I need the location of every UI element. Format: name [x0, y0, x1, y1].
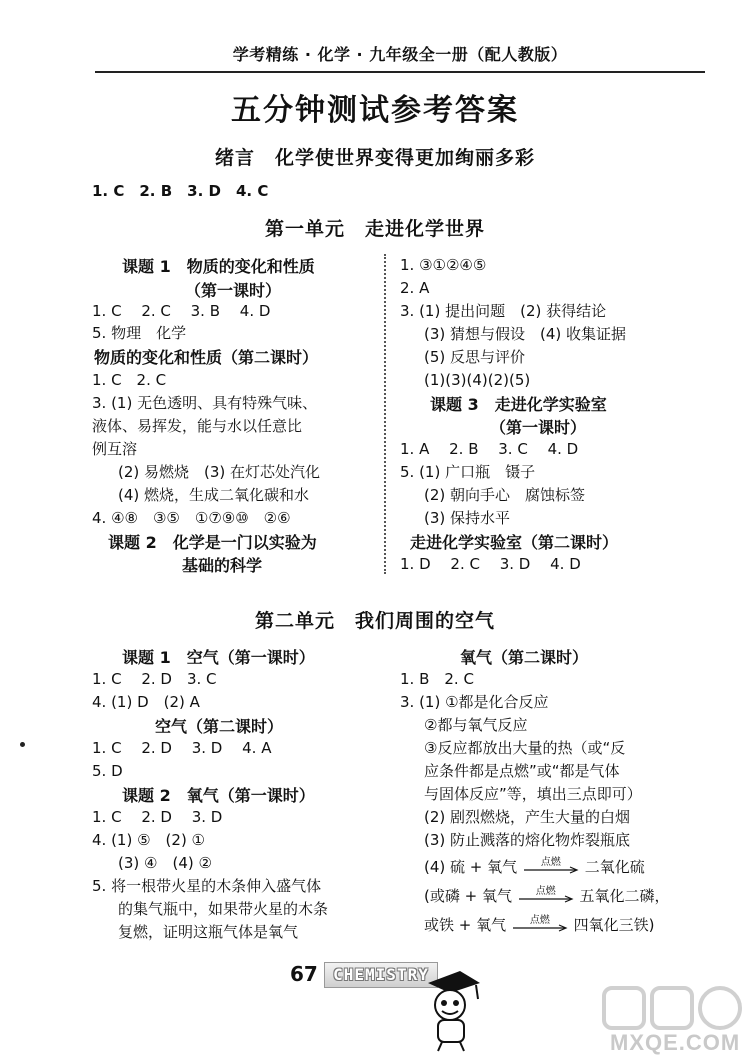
u2-answer-line: 4. (1) ⑤ (2) ①	[92, 831, 206, 849]
u1-lesson3b-title: 走进化学实验室（第二课时）	[410, 533, 619, 552]
watermark-text: MXQE.COM	[610, 1030, 741, 1055]
u1-answer-line: 1. A 2. B 3. C 4. D	[400, 440, 579, 458]
u1-lesson2-title2: 基础的科学	[182, 556, 263, 575]
u1-answer-line: 例互溶	[92, 440, 138, 458]
u2-answer-line: 复燃，证明这瓶气体是氧气	[118, 923, 299, 941]
u1-answer-line: 1. D 2. C 3. D 4. D	[400, 555, 581, 573]
u2-answer-line: 5. 将一根带火星的木条伸入盛气体	[92, 877, 322, 895]
unit2-heading: 第二单元 我们周围的空气	[254, 610, 495, 632]
equation-iron: 或铁 + 氧气 点燃 四氧化三铁)	[424, 914, 655, 936]
u1-answer-line: (4) 燃烧，生成二氧化碳和水	[118, 486, 310, 504]
u1-answer-line: (3) 猜想与假设 (4) 收集证据	[424, 325, 627, 343]
u1-lesson3-sub: （第一课时）	[490, 418, 587, 437]
right-arrow-icon	[522, 866, 580, 874]
page-header: 学考精练 · 化学 · 九年级全一册（配人教版）	[95, 42, 705, 73]
u1-lesson1b-title: 物质的变化和性质（第二课时）	[94, 348, 319, 367]
u1-answer-line: 液体、易挥发，能与水以任意比	[92, 417, 303, 435]
u2-right-lesson-title: 氧气（第二课时）	[460, 648, 589, 667]
u2-answer-line: 1. C 2. D 3. D	[92, 808, 223, 826]
reaction-condition: 点燃	[529, 914, 550, 926]
stray-mark	[20, 742, 25, 747]
u1-answer-line: 3. (1) 无色透明、具有特殊气味、	[92, 394, 318, 412]
intro-heading: 绪言 化学使世界变得更加绚丽多彩	[214, 147, 535, 169]
u1-answer-line: 5. 物理 化学	[92, 324, 187, 342]
u1-answer-line: (1)(3)(4)(2)(5)	[424, 371, 531, 389]
u2-answer-line: 3. (1) ①都是化合反应	[400, 693, 549, 711]
u1-answer-line: 1. C 2. C	[92, 371, 167, 389]
equation-sulfur: (4) 硫 + 氧气 点燃 二氧化硫	[424, 856, 645, 878]
u1-answer-line: 4. ④⑧ ③⑤ ①⑦⑨⑩ ②⑥	[92, 509, 291, 527]
u1-answer-line: 1. C 2. C 3. B 4. D	[92, 302, 271, 320]
u1-answer-line: 1. ③①②④⑤	[400, 256, 487, 274]
u2-answer-line: (3) 防止溅落的熔化物炸裂瓶底	[424, 831, 631, 849]
u2-answer-line: 1. C 2. D 3. C	[92, 670, 217, 688]
u2-answer-line: 与固体反应”等，填出三点即可）	[424, 785, 642, 803]
u2-answer-line: ③反应都放出大量的热（或“反	[424, 739, 626, 757]
mascot-icon	[420, 965, 484, 1053]
page-title: 五分钟测试参考答案	[231, 93, 519, 128]
right-arrow-icon	[511, 924, 569, 932]
u2-answer-line: ②都与氧气反应	[424, 716, 528, 734]
u2-answer-line: 1. B 2. C	[400, 670, 474, 688]
u1-lesson3-title: 课题 3 走进化学实验室	[430, 395, 607, 414]
u1-answer-line: (2) 朝向手心 腐蚀标签	[424, 486, 586, 504]
u1-answer-line: (3) 保持水平	[424, 509, 511, 527]
chemistry-banner: CHEMISTRY	[324, 962, 438, 988]
page-number: 67	[290, 962, 318, 986]
column-divider	[384, 254, 386, 574]
u2-answer-line: (3) ④ (4) ②	[118, 854, 212, 872]
u1-answer-line: 2. A	[400, 279, 430, 297]
reaction-arrow	[511, 916, 569, 936]
u2-answer-line: (2) 剧烈燃烧，产生大量的白烟	[424, 808, 631, 826]
u2-answer-line: 4. (1) D (2) A	[92, 693, 200, 711]
u2-lesson1-title: 课题 1 空气（第一课时）	[122, 648, 315, 667]
reaction-arrow	[517, 887, 575, 907]
u1-answer-line: (5) 反思与评价	[424, 348, 526, 366]
reaction-condition: 点燃	[540, 856, 561, 868]
u2-answer-line: 1. C 2. D 3. D 4. A	[92, 739, 272, 757]
reaction-arrow	[522, 858, 580, 878]
u1-lesson2-title: 课题 2 化学是一门以实验为	[108, 533, 317, 552]
u1-answer-line: 5. (1) 广口瓶 镊子	[400, 463, 536, 481]
intro-answers: 1. C 2. B 3. D 4. C	[92, 182, 269, 200]
equation-phosphorus: (或磷 + 氧气 点燃 五氧化二磷，	[424, 885, 670, 907]
unit1-heading: 第一单元 走进化学世界	[264, 218, 485, 240]
u1-lesson1-title: 课题 1 物质的变化和性质	[122, 257, 315, 276]
reaction-condition: 点燃	[535, 885, 556, 897]
right-arrow-icon	[517, 895, 575, 903]
u2-lesson2-title: 课题 2 氧气（第一课时）	[122, 786, 315, 805]
u2-lesson1b-title: 空气（第二课时）	[155, 717, 284, 736]
u2-answer-line: 应条件都是点燃”或“都是气体	[424, 762, 620, 780]
u1-answer-line: 3. (1) 提出问题 (2) 获得结论	[400, 302, 607, 320]
u2-answer-line: 5. D	[92, 762, 123, 780]
u1-lesson1-sub: （第一课时）	[185, 281, 282, 300]
u2-answer-line: 的集气瓶中，如果带火星的木条	[118, 900, 329, 918]
u1-answer-line: (2) 易燃烧 (3) 在灯芯处汽化	[118, 463, 321, 481]
